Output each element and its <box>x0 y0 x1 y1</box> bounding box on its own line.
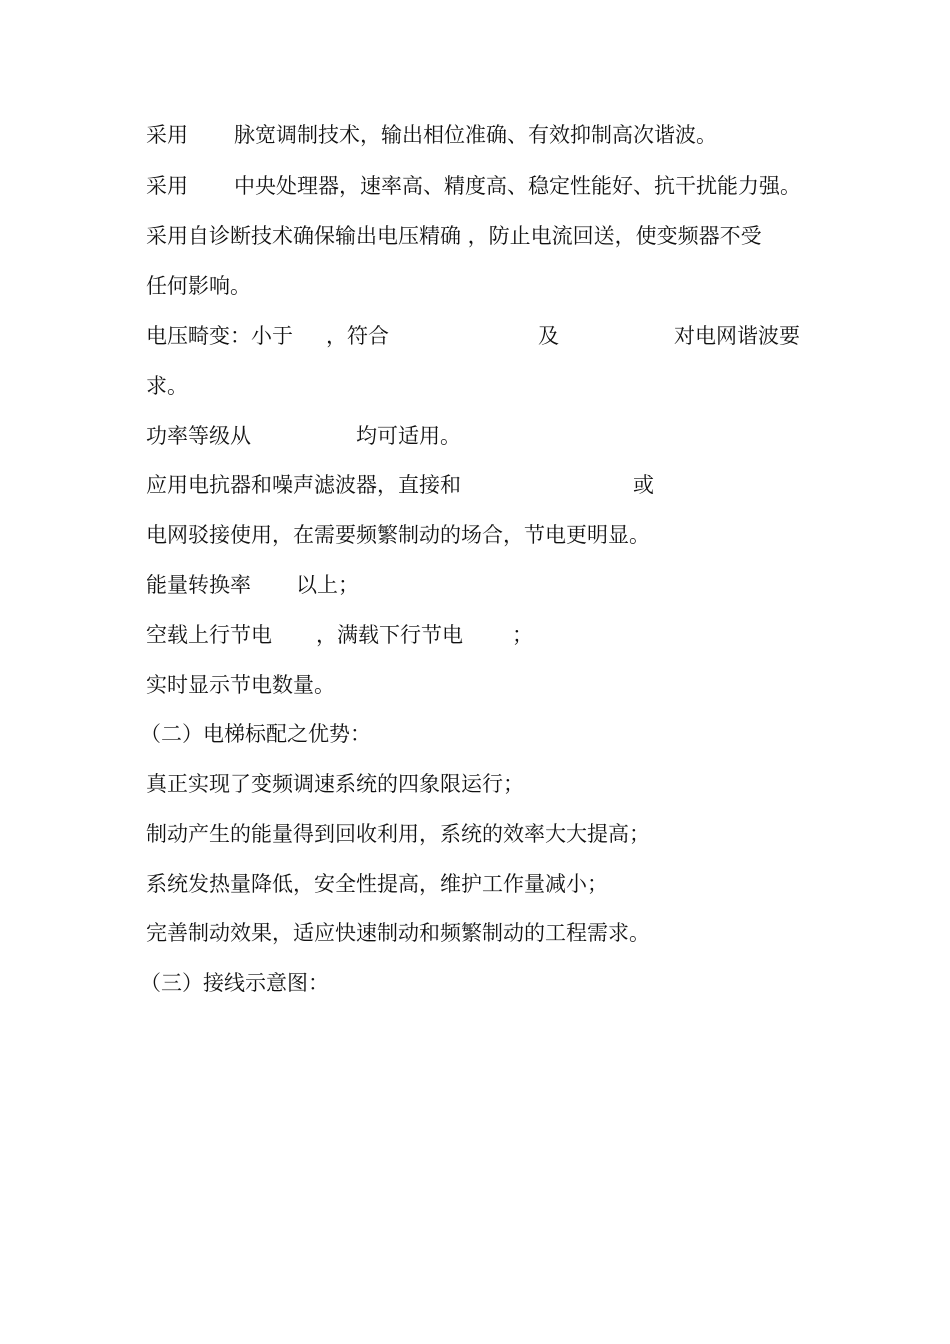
text-segment: 均可适用。 <box>356 424 461 448</box>
text-segment: 采用 <box>146 123 188 147</box>
text-line <box>146 620 533 650</box>
text-segment: 应用电抗器和噪声滤波器，直接和 <box>146 473 461 497</box>
text-segment: 电网驳接使用，在需要频繁制动的场合，节电更明显。 <box>146 523 650 547</box>
text-line <box>146 371 188 401</box>
text-segment: 或 <box>633 473 654 497</box>
text-line <box>146 120 717 150</box>
text-segment: 对电网谐波要 <box>674 324 800 348</box>
text-line <box>146 321 800 351</box>
text-line <box>146 221 762 251</box>
list-item: 完善制动效果，适应快速制动和频繁制动的工程需求。 <box>146 921 650 945</box>
list-item: 系统发热量降低，安全性提高，维护工作量减小； <box>146 872 608 896</box>
text-segment: 求。 <box>146 374 188 398</box>
text-segment: 采用自诊断技术确保输出电压精确 ，防止电流回送，使变频器不受 <box>146 224 762 248</box>
text-line <box>146 271 251 301</box>
text-segment: 功率等级从 <box>146 424 251 448</box>
text-segment: 实时显示节电数量。 <box>146 673 335 697</box>
text-segment: 及 <box>538 324 559 348</box>
list-item: 真正实现了变频调速系统的四象限运行； <box>146 772 524 796</box>
text-segment: 中央处理器，速率高、精度高、稳定性能好、抗干扰能力强。 <box>234 174 801 198</box>
text-segment: ，符合 <box>326 324 389 348</box>
text-line <box>146 421 461 451</box>
text-segment: 空载上行节电 <box>146 623 272 647</box>
text-segment: 采用 <box>146 174 188 198</box>
text-line <box>146 171 801 201</box>
text-line <box>146 670 335 700</box>
section-heading: （二）电梯标配之优势： <box>140 722 371 746</box>
list-item: 制动产生的能量得到回收利用，系统的效率大大提高； <box>146 822 650 846</box>
text-segment: 脉宽调制技术，输出相位准确、有效抑制高次谐波。 <box>234 123 717 147</box>
text-line <box>146 470 654 500</box>
text-line <box>146 570 359 600</box>
text-segment: ； <box>512 623 533 647</box>
text-line <box>146 520 650 550</box>
text-segment: 能量转换率 <box>146 573 251 597</box>
text-segment: 任何影响。 <box>146 274 251 298</box>
section-heading: （三）接线示意图： <box>140 971 329 995</box>
text-segment: 以上； <box>296 573 359 597</box>
text-segment: 电压畸变：小于 <box>146 324 293 348</box>
text-segment: ，满载下行节电 <box>316 623 463 647</box>
